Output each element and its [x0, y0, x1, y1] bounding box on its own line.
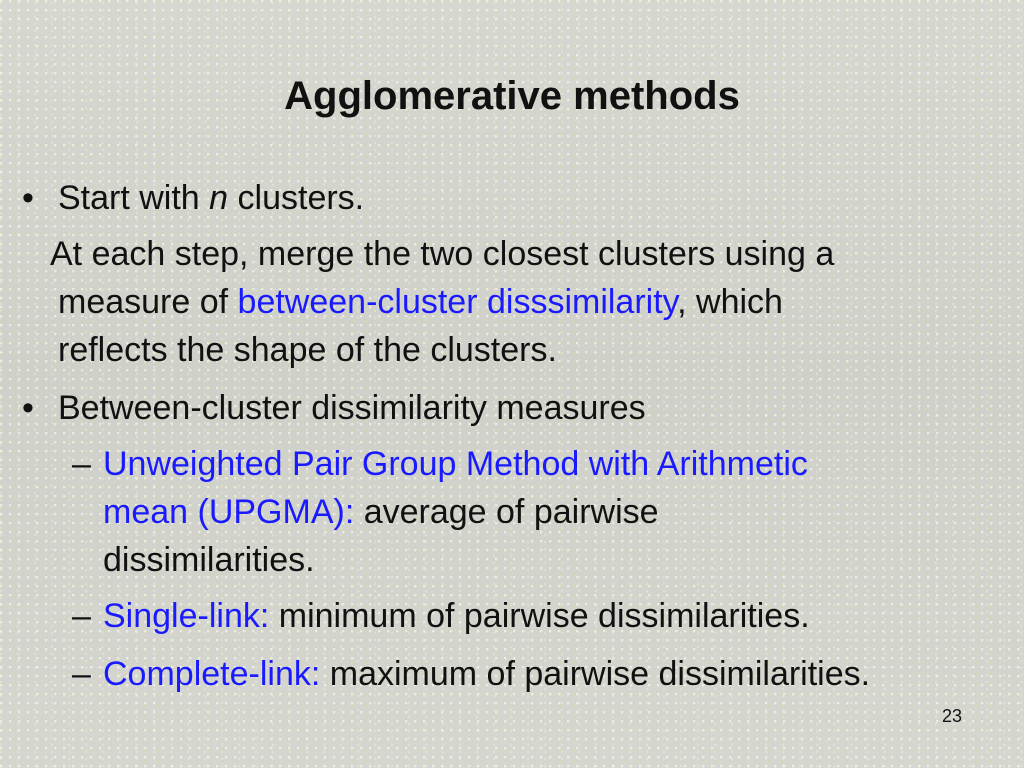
- slide-title: Agglomerative methods: [284, 74, 740, 118]
- upgma-term-line-1: Unweighted Pair Group Method with Arithmetic: [103, 445, 808, 483]
- complete-link-description: maximum of pairwise dissimilarities.: [320, 655, 871, 693]
- bullet-text: Start with: [58, 179, 210, 217]
- paragraph-line-2: [58, 282, 783, 322]
- complete-link-item: [103, 654, 870, 694]
- paragraph-text: measure of: [58, 283, 238, 321]
- highlight-term: between-cluster disssimilarity: [237, 283, 678, 321]
- bullet-text: clusters.: [228, 179, 365, 217]
- bullet-start-with-n-clusters: [58, 178, 364, 218]
- paragraph-text: , which: [677, 283, 783, 321]
- dash-marker: –: [72, 655, 91, 693]
- dash-marker: –: [72, 445, 91, 483]
- upgma-term-line-2: mean (UPGMA):: [103, 493, 355, 531]
- complete-link-term: Complete-link:: [103, 655, 321, 693]
- single-link-item: [103, 596, 810, 636]
- bullet-between-cluster-measures: Between-cluster dissimilarity measures: [58, 389, 646, 427]
- variable-n: n: [209, 179, 229, 217]
- paragraph-line-1: At each step, merge the two closest clusters using a: [50, 235, 835, 273]
- single-link-description: minimum of pairwise dissimilarities.: [269, 597, 810, 635]
- paragraph-line-3: reflects the shape of the clusters.: [58, 331, 557, 369]
- bullet-marker: •: [22, 179, 34, 217]
- single-link-term: Single-link:: [103, 597, 270, 635]
- dash-marker: –: [72, 597, 91, 635]
- upgma-description: average of pairwise: [354, 493, 659, 531]
- upgma-line-2: [103, 492, 659, 532]
- slide-number: 23: [941, 706, 962, 726]
- bullet-marker: •: [22, 389, 34, 427]
- upgma-line-3: dissimilarities.: [103, 541, 315, 579]
